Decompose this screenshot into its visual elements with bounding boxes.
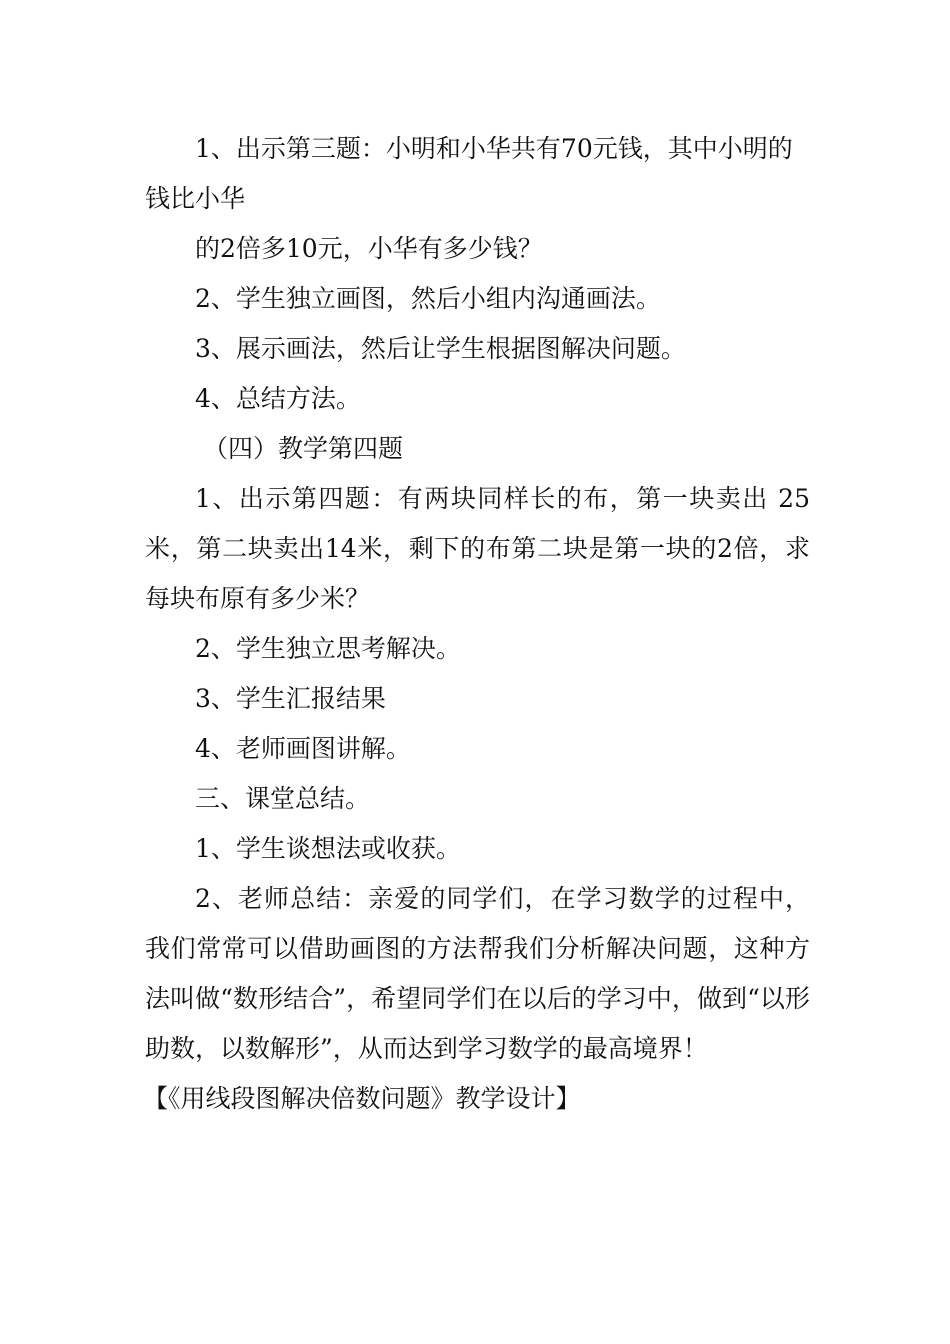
paragraph-problem-3-line-1: 1、出示第三题：小明和小华共有70元钱，其中小明的 <box>195 134 793 163</box>
paragraph-step-3: 3、展示画法，然后让学生根据图解决问题。 <box>195 334 686 363</box>
paragraph-problem-4-step-2: 2、学生独立思考解决。 <box>195 634 461 663</box>
paragraph-step-4: 4、总结方法。 <box>195 384 361 413</box>
section-heading-problem-4: （四）教学第四题 <box>203 434 404 463</box>
paragraph-problem-4-step-3: 3、学生汇报结果 <box>195 684 386 713</box>
paragraph-problem-3-line-3: 的2倍多10元，小华有多少钱？ <box>195 234 543 263</box>
document-title-footer: 【《用线段图解决倍数问题》教学设计】 <box>143 1084 581 1113</box>
paragraph-problem-3-line-2: 钱比小华 <box>145 184 246 213</box>
paragraph-step-2: 2、学生独立画图，然后小组内沟通画法。 <box>195 284 661 313</box>
paragraph-summary-step-1: 1、学生谈想法或收获。 <box>195 834 461 863</box>
paragraph-problem-4-step-4: 4、老师画图讲解。 <box>195 734 411 763</box>
document-body <box>145 124 810 1124</box>
section-heading-summary: 三、课堂总结。 <box>195 784 371 813</box>
paragraph-problem-4: 1、出示第四题：有两块同样长的布，第一块卖出 25米，第二块卖出14米，剩下的布第二块是第一块的2倍，求每块布原有多少米？ <box>145 484 810 613</box>
paragraph-teacher-summary: 2、老师总结：亲爱的同学们，在学习数学的过程中，我们常常可以借助画图的方法帮我们分析解决问题，这种方法叫做“数形结合”，希望同学们在以后的学习中，做到“以形助数，以数解形”，从而达到学习数学的最高境界！ <box>145 884 810 1063</box>
